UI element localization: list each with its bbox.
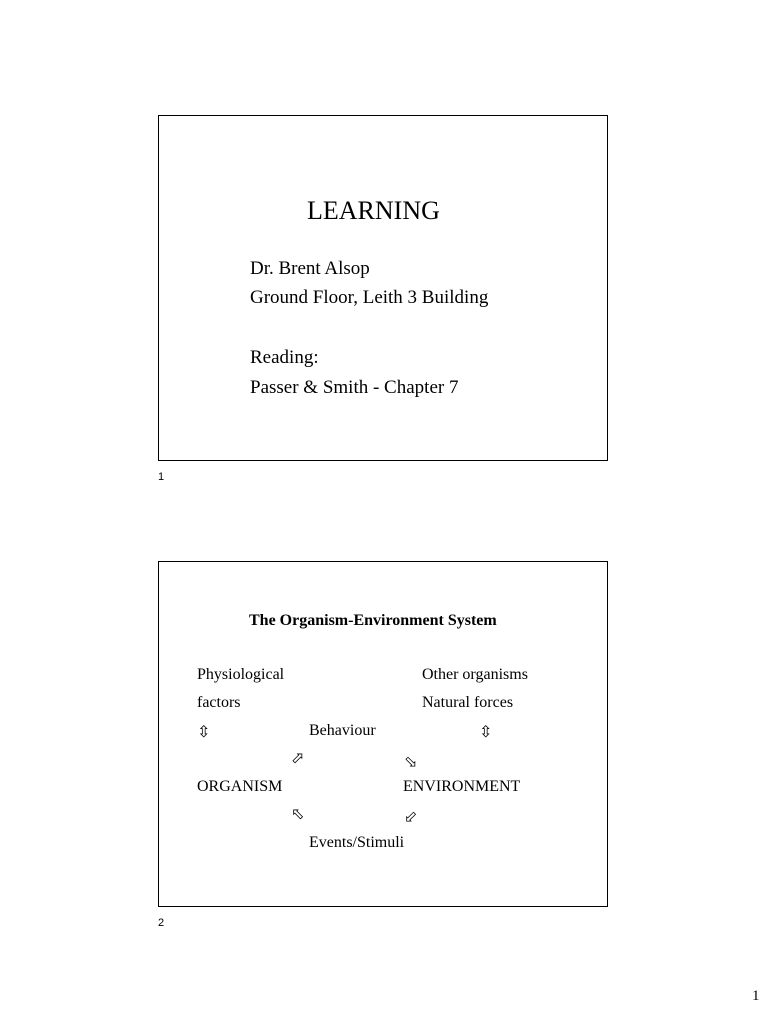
slide-1-title: LEARNING bbox=[307, 196, 440, 225]
arrow-events-to-organism-icon: ⬁ bbox=[291, 804, 305, 823]
slide-2-title: The Organism-Environment System bbox=[249, 612, 497, 629]
label-other-organisms: Other organisms bbox=[422, 666, 528, 683]
label-factors: factors bbox=[197, 694, 241, 711]
arrow-environment-to-events-icon: ⬃ bbox=[404, 807, 418, 826]
presenter-location: Ground Floor, Leith 3 Building bbox=[250, 287, 489, 308]
label-natural-forces: Natural forces bbox=[422, 694, 514, 711]
reading-heading: Reading: bbox=[250, 347, 319, 368]
label-events-stimuli: Events/Stimuli bbox=[309, 834, 405, 851]
slide-1-number: 1 bbox=[158, 471, 165, 483]
label-behaviour: Behaviour bbox=[309, 722, 376, 739]
updown-arrow-left-icon: ⇳ bbox=[197, 722, 211, 741]
reading-reference: Passer & Smith - Chapter 7 bbox=[250, 377, 459, 398]
arrow-organism-to-behaviour-icon: ⬀ bbox=[291, 748, 305, 767]
slide-1 bbox=[158, 115, 608, 461]
slide-2 bbox=[158, 561, 608, 907]
label-physiological: Physiological bbox=[197, 666, 285, 683]
label-environment: ENVIRONMENT bbox=[403, 778, 521, 795]
slide-2-number: 2 bbox=[158, 917, 165, 929]
page-number: 1 bbox=[752, 988, 760, 1004]
arrow-behaviour-to-environment-icon: ⬂ bbox=[404, 752, 418, 771]
updown-arrow-right-icon: ⇳ bbox=[479, 722, 493, 741]
label-organism: ORGANISM bbox=[197, 778, 283, 795]
presenter-name: Dr. Brent Alsop bbox=[250, 258, 370, 279]
